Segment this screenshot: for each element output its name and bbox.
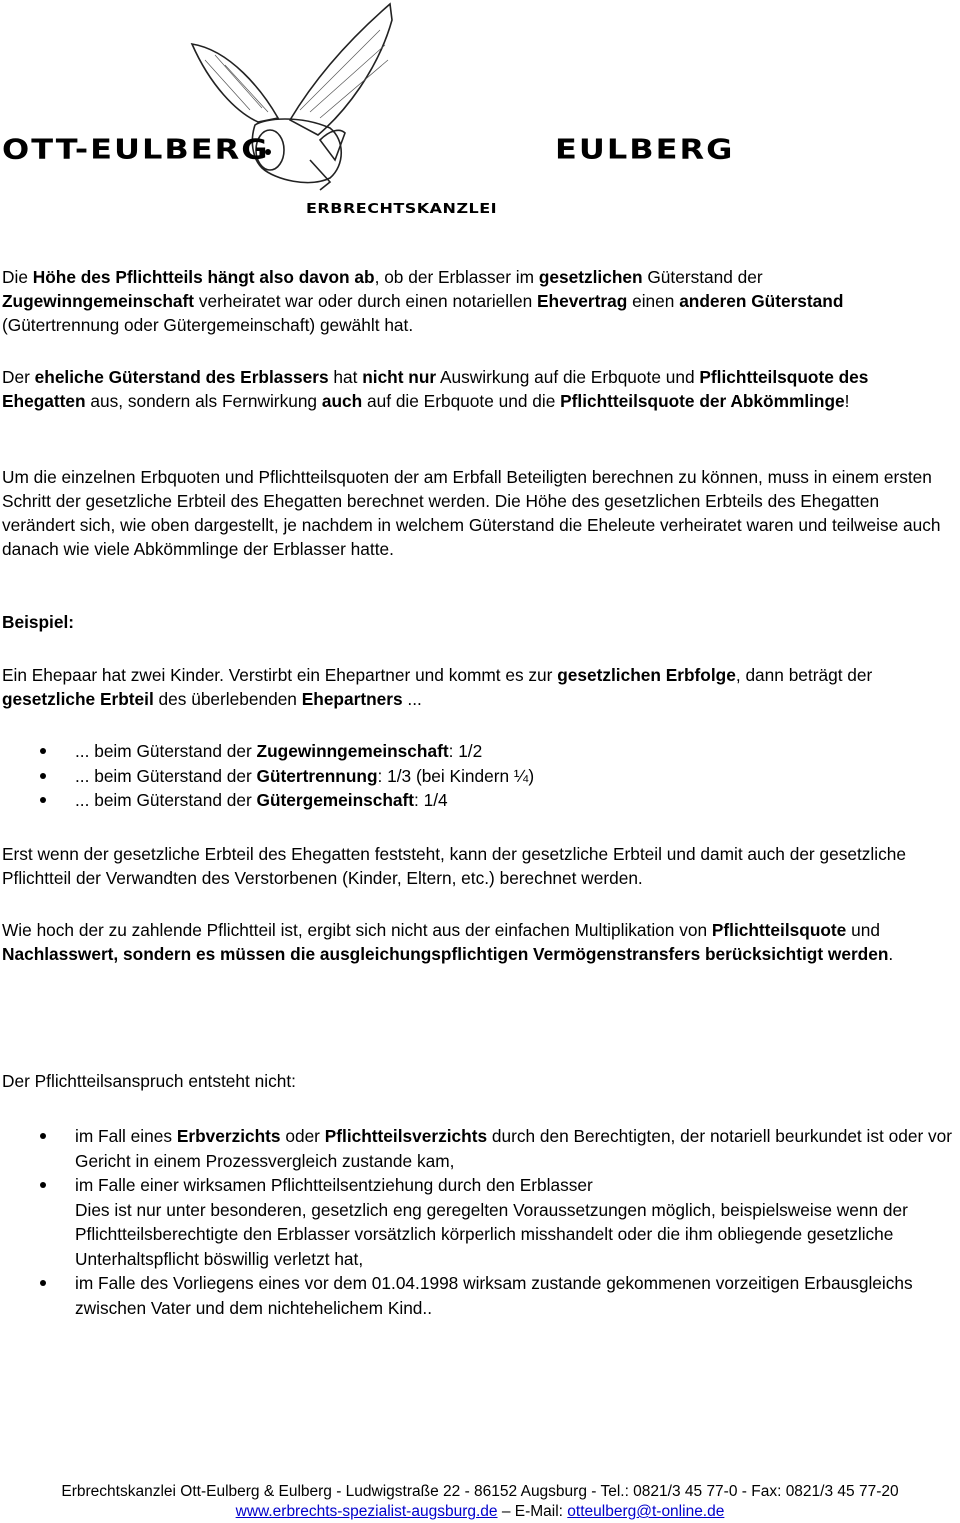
list-item xyxy=(0,739,950,764)
bold-text: Nachlasswert, sondern es müssen die ausgleichungspflichtigen Vermögenstransfers berücksichtigt werden xyxy=(2,944,889,964)
text-run: hat xyxy=(328,367,363,387)
logo-text-left: OTT-EULBERG xyxy=(2,132,270,166)
paragraph-beispiel xyxy=(2,663,952,711)
logo-text-right: EULBERG xyxy=(555,132,735,166)
text-run: des überlebenden xyxy=(153,689,302,709)
list-guterstaende xyxy=(0,739,950,813)
paragraph-erbquoten xyxy=(2,465,952,561)
text-run: ! xyxy=(844,391,850,411)
text-run: Die xyxy=(2,267,33,287)
bold-text: Pflichtteilsverzichts xyxy=(324,1126,488,1146)
text-run: im Falle des Vorliegens eines vor dem 01.04.1998 wirksam zustande gekommenen vorzeitigen Erbausgleichs zwischen Vater und dem nichtehelichem Kind.. xyxy=(75,1273,913,1318)
email-link[interactable]: otteulberg@t-online.de xyxy=(567,1503,725,1520)
bold-text: Beispiel: xyxy=(2,612,75,632)
bold-text: Zugewinngemeinschaft xyxy=(256,741,449,761)
text-run: ... beim Güterstand der xyxy=(75,765,257,786)
list-item xyxy=(0,788,950,813)
footer-contact xyxy=(0,1502,960,1522)
bold-text: nicht nur xyxy=(362,367,437,387)
paragraph-erst-wenn xyxy=(2,842,952,890)
text-run: oder xyxy=(280,1126,325,1146)
list-item xyxy=(0,1271,960,1320)
text-run: Güterstand der xyxy=(642,267,763,287)
bold-text: Pflichtteilsquote des Ehegatten xyxy=(2,367,869,411)
text-run: Der xyxy=(2,367,35,387)
list-item xyxy=(0,1173,960,1271)
text-run: auf die Erbquote und die xyxy=(362,391,561,411)
text-run: (Gütertrennung oder Gütergemeinschaft) gewählt hat. xyxy=(2,315,414,335)
text-run: Wie hoch der zu zahlende Pflichtteil ist, ergibt sich nicht aus der einfachen Multiplikation von xyxy=(2,920,712,940)
footer-address: Erbrechtskanzlei Ott-Eulberg & Eulberg - Ludwigstraße 22 - 86152 Augsburg - Tel.: 0821/3 45 77-0 - Fax: 0821/3 45 77-20 xyxy=(61,1483,899,1500)
bold-text: Pflichtteilsquote xyxy=(711,920,847,940)
list-item xyxy=(0,1124,960,1173)
bold-text: eheliche Güterstand des Erblassers xyxy=(34,367,329,387)
text-run: und xyxy=(846,920,880,940)
heading-beispiel xyxy=(2,610,952,634)
bold-text: gesetzliche Erbteil xyxy=(2,689,154,709)
text-run: : 1/4 xyxy=(414,790,448,810)
paragraph-guterstand xyxy=(2,265,952,337)
paragraph-ehelicher-guterstand xyxy=(2,365,952,413)
text-run: ... beim Güterstand der xyxy=(75,790,257,810)
text-run: Der Pflichtteilsanspruch entsteht nicht: xyxy=(2,1071,296,1091)
bold-text: gesetzlichen xyxy=(538,267,643,287)
paragraph-wie-hoch xyxy=(2,918,952,966)
text-run: Ein Ehepaar hat zwei Kinder. Verstirbt ein Ehepartner und kommt es zur xyxy=(2,665,558,685)
bold-text: gesetzlichen Erbfolge xyxy=(557,665,736,685)
kanzlei-logo xyxy=(0,0,800,230)
text-run: . xyxy=(888,944,894,964)
bold-text: Pflichtteilsquote der Abkömmlinge xyxy=(560,391,845,411)
text-run: Dies ist nur unter besonderen, gesetzlich eng geregelten Voraussetzungen möglich, beispielsweise wenn der Pflichtteilsberechtigte den Erblasser vorsätzlich körperlich misshandelt oder die ihm obliegende gesetzliche Unterhaltspflicht böswillig verletzt hat, xyxy=(75,1199,908,1269)
text-run: ... xyxy=(402,689,422,709)
bold-text: Ehepartners xyxy=(301,689,403,709)
text-run: verheiratet war oder durch einen notariellen xyxy=(194,291,537,311)
logo-subtitle: ERBRECHTSKANZLEI xyxy=(306,200,498,217)
text-run: im Falle einer wirksamen Pflichtteilsentziehung durch den Erblasser xyxy=(75,1175,593,1195)
bold-text: anderen Güterstand xyxy=(679,291,844,311)
text-run: : 1/3 (bei Kindern ¼) xyxy=(377,765,535,786)
footer-separator: – E-Mail: xyxy=(497,1503,568,1520)
website-link[interactable]: www.erbrechts-spezialist-augsburg.de xyxy=(235,1503,498,1520)
text-run: , dann beträgt der xyxy=(735,665,873,685)
paragraph-anspruch xyxy=(2,1069,952,1093)
text-run: ... beim Güterstand der xyxy=(75,741,257,761)
list-ausschluss xyxy=(0,1124,960,1320)
text-run: Um die einzelnen Erbquoten und Pflichtteilsquoten der am Erbfall Beteiligten berechnen zu können, muss in einem ersten Schritt der gesetzliche Erbteil des Ehegatten berechnet werden. Die Höhe des gesetzlichen Erbteils des Ehegatten verändert sich, wie oben dargestellt, je nachdem in welchem Güterstand die Eheleute verheiratet waren und teilweise auch danach wie viele Abkömmlinge der Erblasser hatte. xyxy=(2,467,941,559)
text-run: einen xyxy=(627,291,680,311)
bold-text: Ehevertrag xyxy=(537,291,628,311)
bold-text: Erbverzichts xyxy=(176,1126,281,1146)
bold-text: Höhe des Pflichtteils hängt also davon ab xyxy=(32,267,375,287)
bold-text: auch xyxy=(321,391,363,411)
footer xyxy=(0,1482,960,1522)
bold-text: Gütergemeinschaft xyxy=(256,790,415,810)
text-run: Auswirkung auf die Erbquote und xyxy=(436,367,700,387)
bold-text: Gütertrennung xyxy=(256,765,378,786)
text-run: : 1/2 xyxy=(448,741,483,761)
bold-text: Zugewinngemeinschaft xyxy=(2,291,195,311)
text-run: durch den Berechtigten, der notariell beurkundet ist oder vor Gericht in einem Prozessvergleich zustande kam, xyxy=(75,1126,953,1171)
text-run: , ob der Erblasser im xyxy=(374,267,539,287)
text-run: aus, sondern als Fernwirkung xyxy=(85,391,322,411)
text-run: im Fall eines xyxy=(75,1126,177,1146)
list-item xyxy=(0,764,950,789)
owl-icon xyxy=(0,0,800,230)
text-run: Erst wenn der gesetzliche Erbteil des Ehegatten feststeht, kann der gesetzliche Erbteil und damit auch der gesetzliche Pflichtteil der Verwandten des Verstorbenen (Kinder, Eltern, etc.) berechnet werden. xyxy=(2,844,906,888)
